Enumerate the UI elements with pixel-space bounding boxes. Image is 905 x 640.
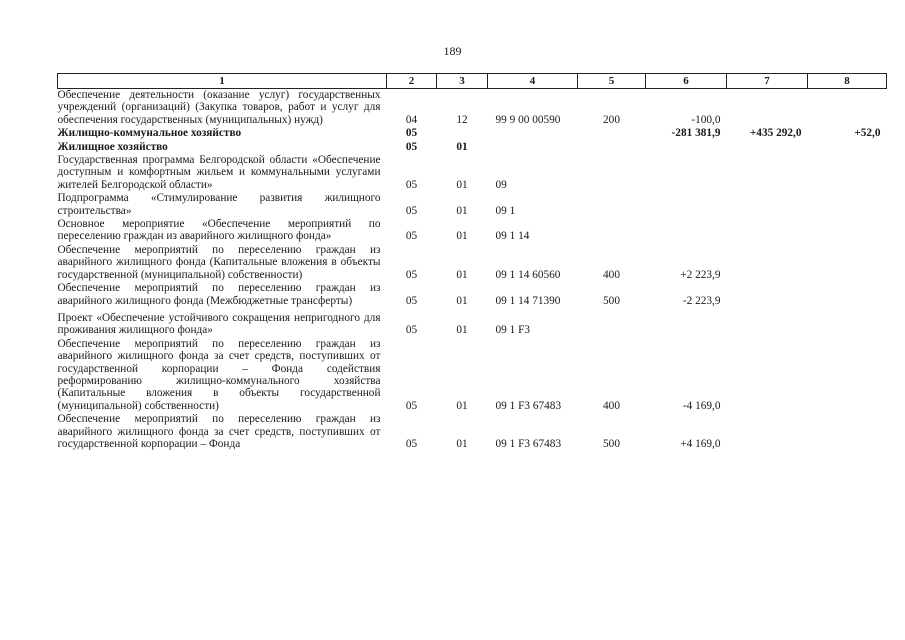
row-name: Обеспечение мероприятий по переселению граждан из аварийного жилищного фонда (Межбюджетные трансферты) bbox=[57, 282, 381, 307]
row-amount-col7 bbox=[727, 338, 808, 413]
row-expense-type bbox=[578, 218, 646, 244]
col-header-1: 1 bbox=[58, 74, 387, 89]
row-target-article: 09 1 14 71390 bbox=[495, 294, 561, 307]
table-row bbox=[58, 244, 887, 282]
table-row bbox=[58, 338, 887, 413]
row-amount-col6: +2 223,9 bbox=[680, 268, 721, 281]
col-header-7: 7 bbox=[727, 74, 808, 89]
row-amount-col8 bbox=[808, 282, 887, 308]
row-razdel: 05 bbox=[405, 437, 418, 450]
row-target-article: 09 1 bbox=[495, 204, 516, 217]
row-amount-col6: +4 169,0 bbox=[680, 437, 721, 450]
row-podrazdel: 01 bbox=[456, 399, 468, 412]
row-target-article: 09 bbox=[495, 178, 507, 191]
row-name: Обеспечение мероприятий по переселению граждан из аварийного жилищного фонда за счет средств, поступивших от государственной корпорации – Фонда содействия реформированию жилищно-коммунального хозяйства (Капитальные вложения в объекты государственной (муниципальной) собственности) bbox=[57, 337, 381, 412]
table-row bbox=[58, 154, 887, 192]
row-amount-col8: +52,0 bbox=[854, 127, 881, 140]
row-expense-type: 400 bbox=[603, 399, 620, 412]
row-name: Обеспечение мероприятий по переселению граждан из аварийного жилищного фонда за счет средств, поступивших от государственной корпорации – Фонда bbox=[57, 413, 381, 450]
table-row bbox=[58, 89, 887, 128]
row-name: Обеспечение мероприятий по переселению граждан из аварийного жилищного фонда (Капитальные вложения в объекты государственной (муниципальной) собственности) bbox=[57, 243, 381, 281]
row-target-article: 09 1 14 bbox=[495, 230, 530, 243]
row-razdel: 05 bbox=[405, 230, 418, 243]
row-expense-type bbox=[578, 127, 646, 140]
row-podrazdel: 01 bbox=[456, 230, 468, 243]
row-target-article bbox=[488, 127, 578, 140]
page-number: 189 bbox=[443, 44, 462, 58]
row-podrazdel: 01 bbox=[456, 324, 468, 337]
row-amount-col7 bbox=[727, 218, 808, 244]
row-amount-col6: -2 223,9 bbox=[682, 294, 721, 307]
row-expense-type: 500 bbox=[603, 437, 620, 450]
row-amount-col7 bbox=[727, 89, 808, 128]
row-razdel: 05 bbox=[405, 140, 418, 153]
row-name: Проект «Обеспечение устойчивого сокращения непригодного для проживания жилищного фонда» bbox=[57, 311, 381, 337]
row-amount-col6 bbox=[646, 141, 727, 154]
row-amount-col7 bbox=[727, 413, 808, 451]
header-row bbox=[58, 74, 887, 89]
row-amount-col7 bbox=[727, 282, 808, 308]
row-podrazdel: 01 bbox=[456, 178, 468, 191]
row-amount-col8 bbox=[808, 154, 887, 192]
row-amount-col8 bbox=[808, 218, 887, 244]
col-header-5: 5 bbox=[578, 74, 646, 89]
row-amount-col7 bbox=[727, 244, 808, 282]
row-podrazdel: 01 bbox=[456, 268, 468, 281]
row-amount-col7 bbox=[727, 192, 808, 218]
table-row bbox=[58, 141, 887, 154]
row-target-article: 99 9 00 00590 bbox=[495, 113, 561, 126]
row-razdel: 04 bbox=[405, 113, 418, 126]
table-row bbox=[58, 282, 887, 308]
row-target-article: 09 1 F3 67483 bbox=[495, 437, 562, 450]
col-header-8: 8 bbox=[808, 74, 887, 89]
budget-table bbox=[57, 73, 887, 451]
row-podrazdel: 01 bbox=[456, 294, 468, 307]
table-row bbox=[58, 308, 887, 338]
col-header-6: 6 bbox=[646, 74, 727, 89]
row-razdel: 05 bbox=[405, 204, 418, 217]
row-amount-col8 bbox=[808, 89, 887, 128]
row-target-article: 09 1 14 60560 bbox=[495, 268, 561, 281]
row-amount-col8 bbox=[808, 413, 887, 451]
row-target-article: 09 1 F3 67483 bbox=[495, 399, 562, 412]
row-razdel: 05 bbox=[405, 294, 418, 307]
row-amount-col8 bbox=[808, 141, 887, 154]
table-row bbox=[58, 413, 887, 451]
row-expense-type: 500 bbox=[603, 294, 620, 307]
row-expense-type: 400 bbox=[603, 268, 620, 281]
row-razdel: 05 bbox=[405, 399, 418, 412]
row-amount-col7 bbox=[727, 308, 808, 338]
row-name: Жилищное хозяйство bbox=[57, 140, 168, 153]
row-expense-type bbox=[578, 141, 646, 154]
row-name: Обеспечение деятельности (оказание услуг) государственных учреждений (организаций) (Закупка товаров, работ и услуг для обеспечения государственных (муниципальных) нужд) bbox=[57, 89, 381, 126]
row-amount-col7: +435 292,0 bbox=[749, 127, 802, 140]
table-body bbox=[58, 89, 887, 452]
row-podrazdel: 01 bbox=[456, 204, 468, 217]
row-name: Государственная программа Белгородской области «Обеспечение доступным и комфортным жильем и коммунальными услугами жителей Белгородской области» bbox=[57, 154, 381, 191]
row-amount-col6 bbox=[646, 308, 727, 338]
row-amount-col7 bbox=[727, 141, 808, 154]
table-row bbox=[58, 218, 887, 244]
row-razdel: 05 bbox=[405, 178, 418, 191]
row-name: Подпрограмма «Стимулирование развития жилищного строительства» bbox=[57, 192, 381, 217]
row-name: Жилищно-коммунальное хозяйство bbox=[57, 127, 242, 140]
row-amount-col8 bbox=[808, 338, 887, 413]
row-amount-col6 bbox=[646, 192, 727, 218]
col-header-2: 2 bbox=[387, 74, 437, 89]
row-target-article bbox=[488, 141, 578, 154]
row-amount-col6: -100,0 bbox=[691, 113, 721, 126]
row-expense-type: 200 bbox=[603, 113, 620, 126]
row-amount-col6 bbox=[646, 154, 727, 192]
table-row bbox=[58, 127, 887, 140]
col-header-3: 3 bbox=[437, 74, 488, 89]
row-podrazdel bbox=[437, 127, 488, 140]
row-amount-col6 bbox=[646, 218, 727, 244]
col-header-4: 4 bbox=[488, 74, 578, 89]
row-razdel: 05 bbox=[405, 127, 418, 140]
row-amount-col8 bbox=[808, 192, 887, 218]
row-amount-col7 bbox=[727, 154, 808, 192]
row-target-article: 09 1 F3 bbox=[495, 324, 531, 337]
row-expense-type bbox=[578, 154, 646, 192]
row-podrazdel: 01 bbox=[456, 437, 468, 450]
row-razdel: 05 bbox=[405, 268, 418, 281]
table-row bbox=[58, 192, 887, 218]
row-expense-type bbox=[578, 192, 646, 218]
row-amount-col6: -281 381,9 bbox=[671, 127, 721, 140]
row-name: Основное мероприятие «Обеспечение мероприятий по переселению граждан из аварийного жилищного фонда» bbox=[57, 218, 381, 243]
row-amount-col6: -4 169,0 bbox=[682, 399, 721, 412]
row-amount-col8 bbox=[808, 244, 887, 282]
row-expense-type bbox=[578, 308, 646, 338]
row-podrazdel: 12 bbox=[456, 113, 468, 126]
row-razdel: 05 bbox=[405, 324, 418, 337]
row-podrazdel: 01 bbox=[456, 140, 468, 153]
row-amount-col8 bbox=[808, 308, 887, 338]
